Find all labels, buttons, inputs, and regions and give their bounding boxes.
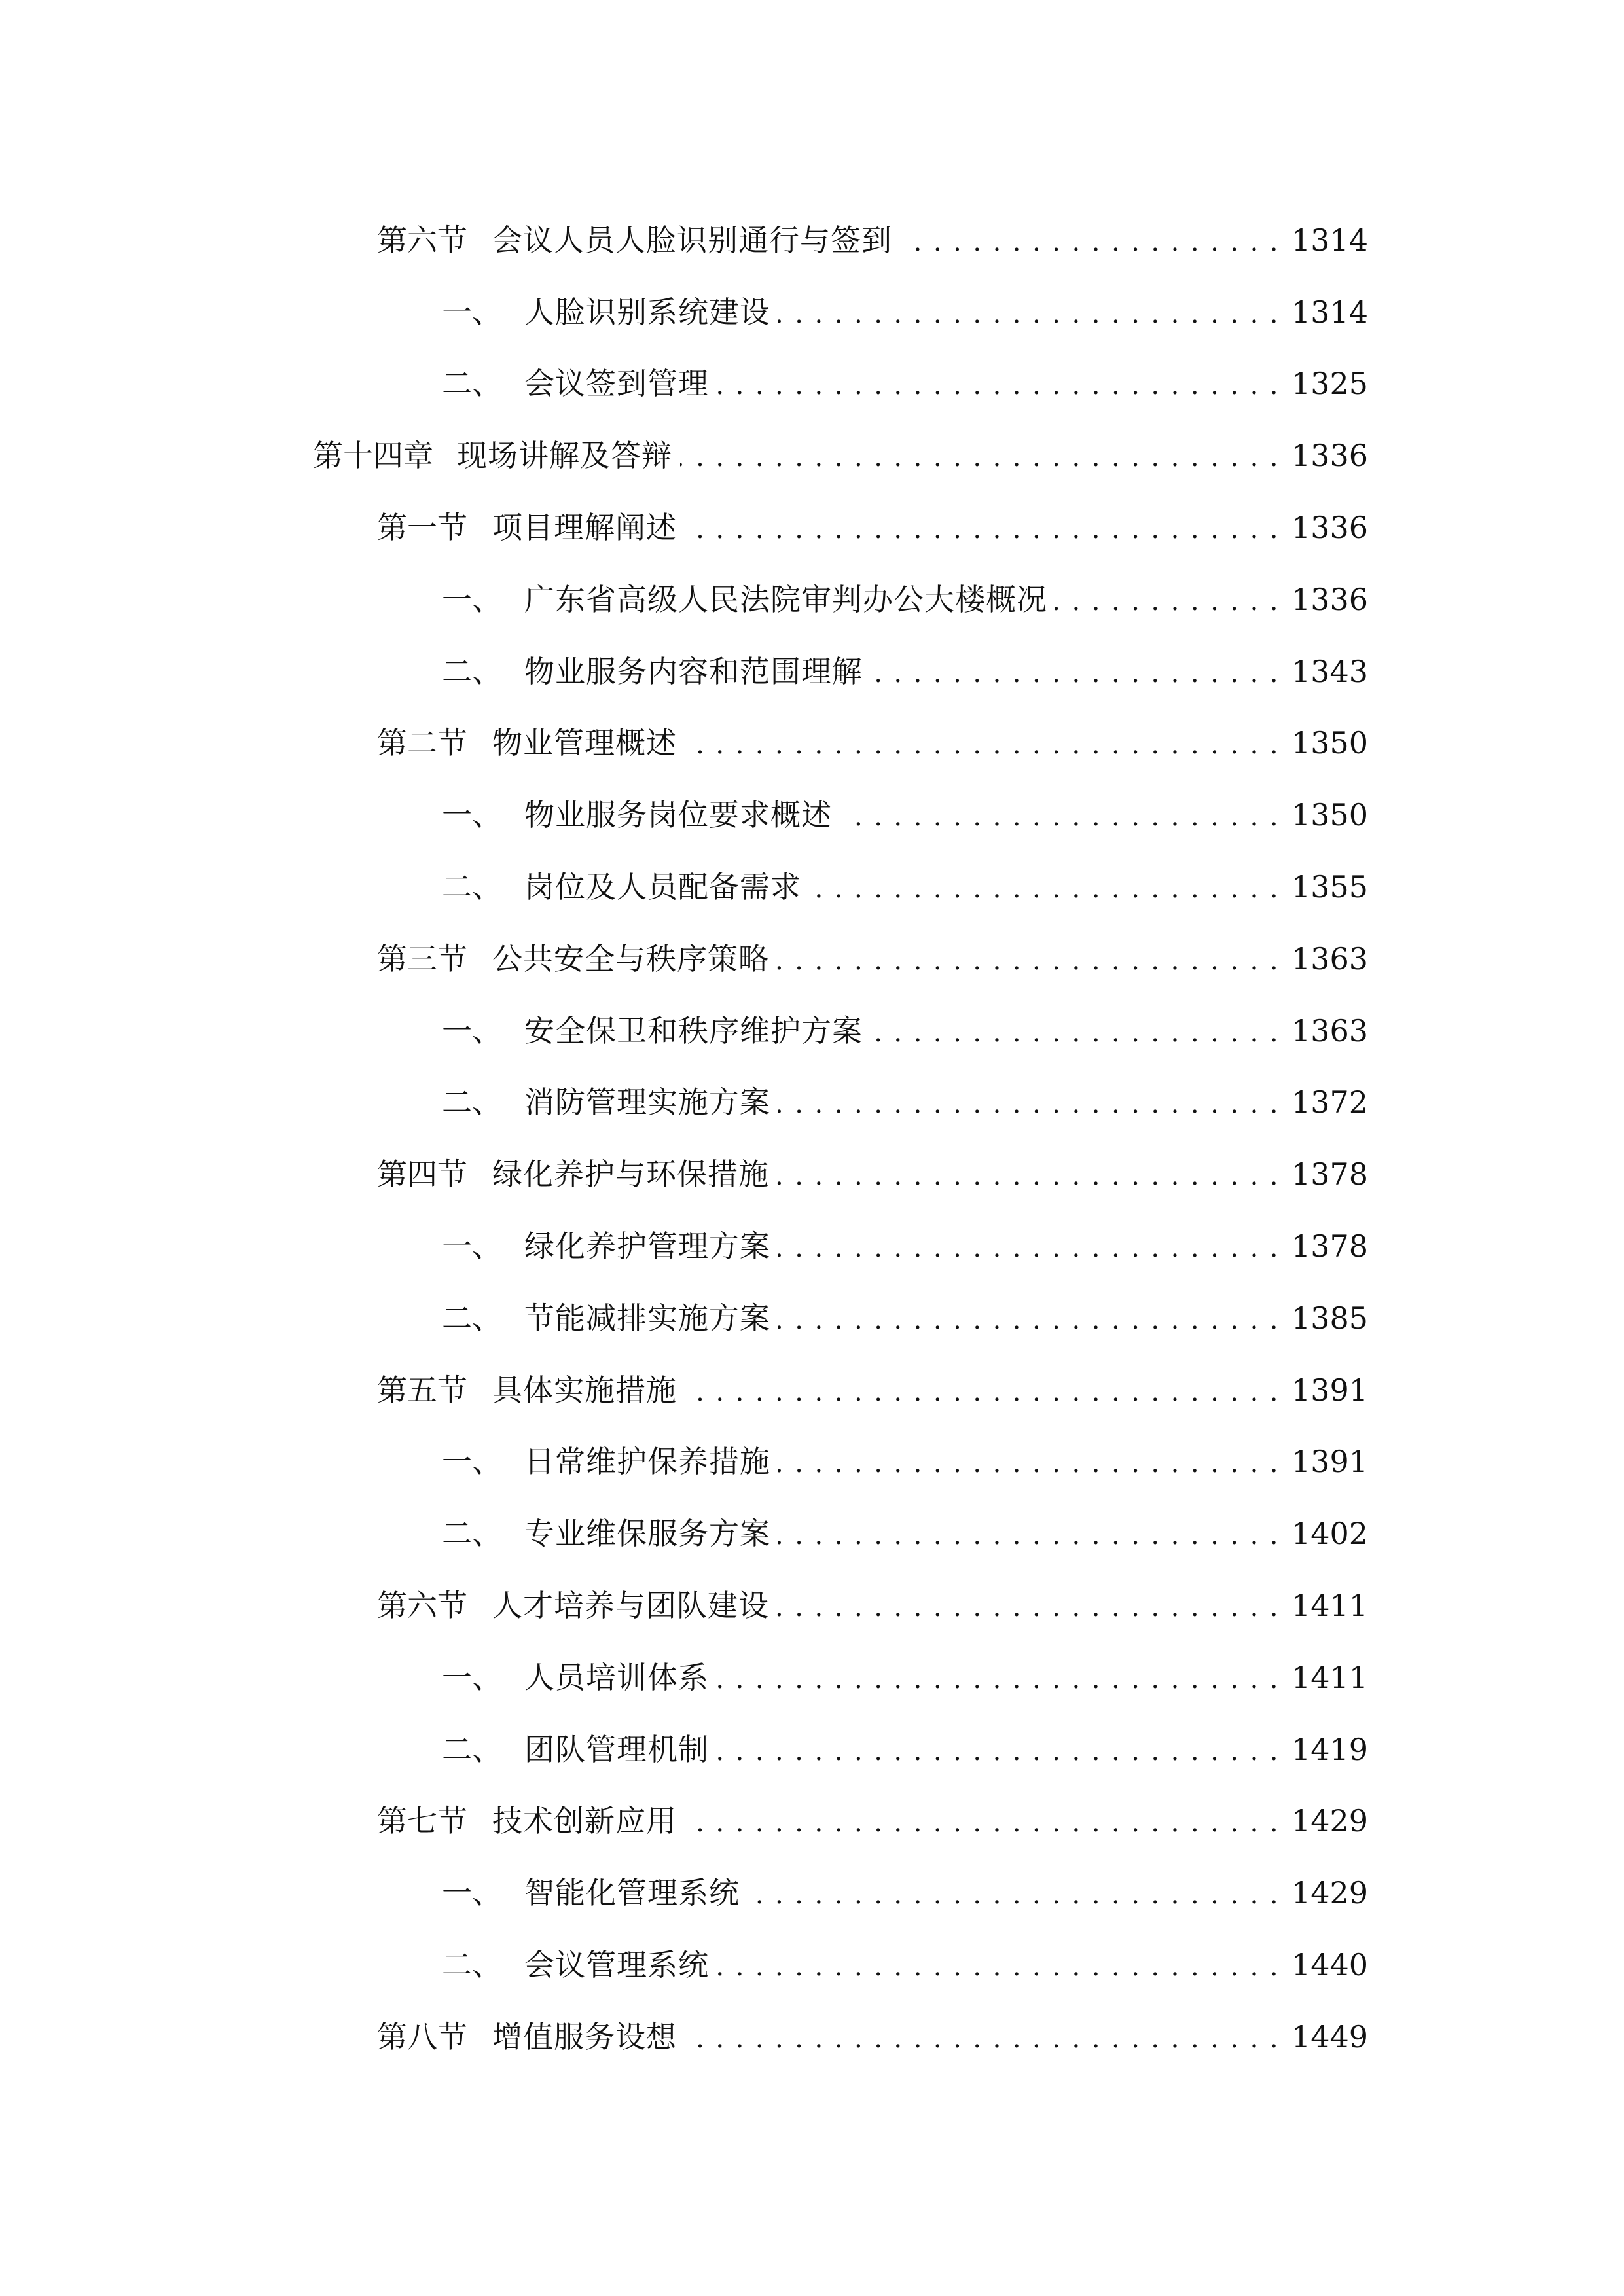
toc-entry-page-number: 1429 bbox=[1291, 1875, 1368, 1911]
toc-entry-title: 智能化管理系统 bbox=[524, 1875, 740, 1911]
toc-row-section bbox=[0, 492, 1624, 564]
toc-row-item bbox=[0, 1426, 1624, 1498]
toc-entry-title: 节能减排实施方案 bbox=[524, 1300, 770, 1336]
toc-entry-page-number: 1372 bbox=[1291, 1085, 1368, 1121]
toc-row-section bbox=[0, 204, 1624, 276]
dot-leader bbox=[777, 1586, 1280, 1625]
dot-leader bbox=[900, 221, 1280, 260]
toc-entry-page-number: 1440 bbox=[1291, 1947, 1368, 1983]
toc-entry-page-number: 1350 bbox=[1291, 725, 1368, 761]
toc-entry[interactable] bbox=[442, 1730, 1368, 1769]
toc-entry-number: 一、 bbox=[442, 1229, 502, 1265]
toc-entry-title: 会议签到管理 bbox=[524, 366, 709, 402]
toc-entry-title: 技术创新应用 bbox=[492, 1803, 677, 1839]
toc-entry[interactable] bbox=[377, 1586, 1368, 1625]
toc-entry-number: 二、 bbox=[442, 653, 502, 689]
toc-entry-title: 物业管理概述 bbox=[492, 725, 677, 761]
toc-entry-number: 第七节 bbox=[377, 1803, 467, 1839]
toc-row-section bbox=[0, 1570, 1624, 1641]
dot-leader bbox=[685, 508, 1280, 547]
toc-entry-title: 项目理解阐述 bbox=[492, 510, 677, 546]
toc-entry[interactable] bbox=[377, 1371, 1368, 1410]
toc-entry-title: 具体实施措施 bbox=[492, 1372, 677, 1408]
toc-entry[interactable] bbox=[377, 723, 1368, 762]
dot-leader bbox=[871, 1011, 1280, 1050]
toc-entry-number: 二、 bbox=[442, 1085, 502, 1121]
toc-row-section bbox=[0, 1354, 1624, 1426]
dot-leader bbox=[1055, 580, 1280, 619]
toc-entry[interactable] bbox=[442, 652, 1368, 691]
toc-entry[interactable] bbox=[442, 867, 1368, 906]
dot-leader bbox=[777, 939, 1280, 978]
toc-row-item bbox=[0, 1282, 1624, 1354]
toc-row-section bbox=[0, 2001, 1624, 2073]
toc-entry-page-number: 1355 bbox=[1291, 869, 1368, 905]
dot-leader bbox=[778, 293, 1280, 332]
toc-entry-number: 二、 bbox=[442, 1731, 502, 1767]
toc-row-item bbox=[0, 1067, 1624, 1139]
toc-row-chapter bbox=[0, 420, 1624, 492]
toc-entry-number: 第六节 bbox=[377, 1588, 467, 1624]
toc-entry-title: 绿化养护与环保措施 bbox=[492, 1157, 769, 1193]
toc-row-item bbox=[0, 1713, 1624, 1785]
toc-entry-number: 二、 bbox=[442, 1947, 502, 1983]
dot-leader bbox=[748, 1873, 1280, 1912]
dot-leader bbox=[778, 1083, 1280, 1122]
toc-entry-page-number: 1336 bbox=[1291, 581, 1368, 617]
toc-entry-number: 一、 bbox=[442, 1875, 502, 1911]
toc-entry-page-number: 1411 bbox=[1291, 1588, 1368, 1624]
toc-entry-page-number: 1314 bbox=[1291, 222, 1368, 258]
toc-entry-page-number: 1402 bbox=[1291, 1516, 1368, 1552]
toc-entry-page-number: 1336 bbox=[1291, 510, 1368, 546]
toc-entry[interactable] bbox=[442, 293, 1368, 332]
toc-entry-number: 二、 bbox=[442, 1300, 502, 1336]
toc-entry-number: 第八节 bbox=[377, 2018, 467, 2054]
dot-leader bbox=[717, 1658, 1280, 1697]
dot-leader bbox=[809, 867, 1280, 906]
toc-entry-number: 第四节 bbox=[377, 1157, 467, 1193]
toc-row-item bbox=[0, 1857, 1624, 1929]
toc-row-item bbox=[0, 636, 1624, 708]
toc-row-item bbox=[0, 1210, 1624, 1282]
dot-leader bbox=[685, 2017, 1280, 2056]
toc-row-item bbox=[0, 1498, 1624, 1570]
toc-entry-number: 第二节 bbox=[377, 725, 467, 761]
toc-entry-number: 二、 bbox=[442, 1516, 502, 1552]
toc-entry-page-number: 1363 bbox=[1291, 941, 1368, 977]
dot-leader bbox=[685, 1371, 1280, 1410]
toc-entry-page-number: 1419 bbox=[1291, 1731, 1368, 1767]
toc-row-item bbox=[0, 995, 1624, 1067]
toc-entry-number: 一、 bbox=[442, 1444, 502, 1480]
dot-leader bbox=[871, 652, 1280, 691]
toc-entry-title: 公共安全与秩序策略 bbox=[492, 941, 769, 977]
dot-leader bbox=[685, 723, 1280, 762]
dot-leader bbox=[778, 1442, 1280, 1481]
toc-entry-page-number: 1350 bbox=[1291, 797, 1368, 833]
dot-leader bbox=[717, 364, 1280, 403]
toc-entry-title: 增值服务设想 bbox=[492, 2018, 677, 2054]
toc-entry-title: 消防管理实施方案 bbox=[524, 1085, 770, 1121]
toc-row-section bbox=[0, 708, 1624, 780]
toc-row-item bbox=[0, 348, 1624, 420]
toc-entry-page-number: 1449 bbox=[1291, 2018, 1368, 2054]
toc-entry-page-number: 1391 bbox=[1291, 1444, 1368, 1480]
toc-entry-page-number: 1391 bbox=[1291, 1372, 1368, 1408]
toc-entry-title: 绿化养护管理方案 bbox=[524, 1229, 770, 1265]
toc-entry-title: 物业服务内容和范围理解 bbox=[524, 653, 863, 689]
toc-entry[interactable] bbox=[442, 795, 1368, 834]
toc-entry[interactable] bbox=[377, 1801, 1368, 1840]
toc-entry-page-number: 1411 bbox=[1291, 1659, 1368, 1695]
dot-leader bbox=[777, 1155, 1280, 1194]
toc-row-item bbox=[0, 1929, 1624, 2001]
dot-leader bbox=[717, 1730, 1280, 1769]
toc-entry-page-number: 1325 bbox=[1291, 366, 1368, 402]
toc-entry[interactable] bbox=[377, 939, 1368, 978]
toc-entry-number: 二、 bbox=[442, 366, 502, 402]
toc-entry[interactable] bbox=[377, 508, 1368, 547]
dot-leader bbox=[685, 1801, 1280, 1840]
toc-entry-title: 团队管理机制 bbox=[524, 1731, 709, 1767]
toc-entry[interactable] bbox=[442, 1873, 1368, 1912]
toc-entry[interactable] bbox=[442, 1945, 1368, 1984]
toc-entry[interactable] bbox=[442, 1083, 1368, 1122]
toc-entry-title: 广东省高级人民法院审判办公大楼概况 bbox=[524, 581, 1047, 617]
toc-entry[interactable] bbox=[442, 1442, 1368, 1481]
toc-entry-title: 会议人员人脸识别通行与签到 bbox=[492, 222, 892, 258]
toc-entry[interactable] bbox=[442, 1514, 1368, 1553]
toc-entry-title: 人才培养与团队建设 bbox=[492, 1588, 769, 1624]
toc-entry-number: 一、 bbox=[442, 581, 502, 617]
toc-entry[interactable] bbox=[377, 1155, 1368, 1194]
toc-entry-number: 一、 bbox=[442, 1013, 502, 1049]
toc-entry[interactable] bbox=[442, 1227, 1368, 1266]
toc-entry-title: 人脸识别系统建设 bbox=[524, 294, 770, 330]
toc-entry-page-number: 1336 bbox=[1291, 438, 1368, 474]
toc-entry-page-number: 1385 bbox=[1291, 1300, 1368, 1336]
dot-leader bbox=[840, 795, 1280, 834]
dot-leader bbox=[778, 1299, 1280, 1338]
toc-entry-page-number: 1314 bbox=[1291, 294, 1368, 330]
toc-entry[interactable] bbox=[442, 1299, 1368, 1338]
toc-entry-number: 第五节 bbox=[377, 1372, 467, 1408]
dot-leader bbox=[717, 1945, 1280, 1984]
toc-row-item bbox=[0, 851, 1624, 923]
toc-row-item bbox=[0, 564, 1624, 636]
toc-entry[interactable] bbox=[377, 2017, 1368, 2056]
toc-row-item bbox=[0, 779, 1624, 851]
toc-row-item bbox=[0, 1641, 1624, 1713]
toc-entry[interactable] bbox=[442, 1658, 1368, 1697]
dot-leader bbox=[778, 1514, 1280, 1553]
toc-entry-number: 第十四章 bbox=[313, 438, 433, 474]
toc-entry[interactable] bbox=[442, 364, 1368, 403]
dot-leader bbox=[680, 436, 1280, 475]
toc-entry-title: 岗位及人员配备需求 bbox=[524, 869, 801, 905]
toc-entry[interactable] bbox=[377, 221, 1368, 260]
toc-row-item bbox=[0, 276, 1624, 348]
toc-entry[interactable] bbox=[442, 1011, 1368, 1050]
toc-row-section bbox=[0, 1138, 1624, 1210]
toc-entry-title: 安全保卫和秩序维护方案 bbox=[524, 1013, 863, 1049]
toc-entry-number: 第三节 bbox=[377, 941, 467, 977]
toc-entry-number: 二、 bbox=[442, 869, 502, 905]
toc-entry-number: 一、 bbox=[442, 1659, 502, 1695]
toc-entry-number: 第一节 bbox=[377, 510, 467, 546]
dot-leader bbox=[778, 1227, 1280, 1266]
toc-entry-title: 物业服务岗位要求概述 bbox=[524, 797, 832, 833]
toc-entry-page-number: 1363 bbox=[1291, 1013, 1368, 1049]
toc-entry-title: 专业维保服务方案 bbox=[524, 1516, 770, 1552]
toc-entry[interactable] bbox=[442, 580, 1368, 619]
toc-entry-page-number: 1378 bbox=[1291, 1157, 1368, 1193]
toc-entry-page-number: 1378 bbox=[1291, 1229, 1368, 1265]
toc-entry-number: 第六节 bbox=[377, 222, 467, 258]
toc-entry-title: 人员培训体系 bbox=[524, 1659, 709, 1695]
toc-entry-title: 日常维护保养措施 bbox=[524, 1444, 770, 1480]
toc-entry-page-number: 1343 bbox=[1291, 653, 1368, 689]
toc-row-section bbox=[0, 1785, 1624, 1857]
toc-entry-title: 现场讲解及答辩 bbox=[457, 438, 672, 474]
toc-entry-title: 会议管理系统 bbox=[524, 1947, 709, 1983]
toc-row-section bbox=[0, 923, 1624, 995]
toc-entry-number: 一、 bbox=[442, 797, 502, 833]
toc-entry-number: 一、 bbox=[442, 294, 502, 330]
toc-entry[interactable] bbox=[313, 436, 1368, 475]
table-of-contents bbox=[0, 204, 1624, 2073]
toc-entry-page-number: 1429 bbox=[1291, 1803, 1368, 1839]
